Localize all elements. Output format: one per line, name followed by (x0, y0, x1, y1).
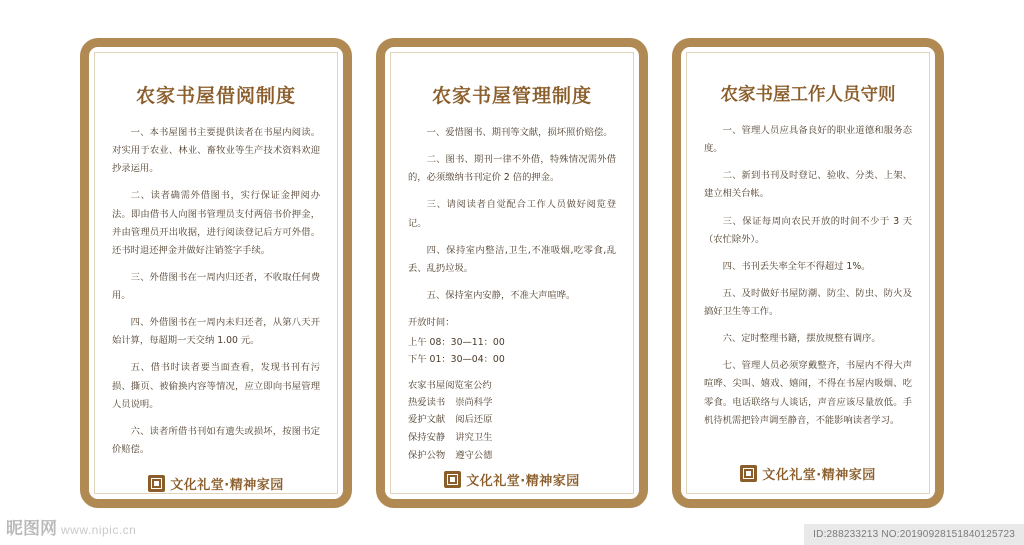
pledge-line (408, 394, 616, 412)
pledge-item: 遵守公德 (455, 449, 493, 461)
board-borrowing-rules (80, 38, 352, 508)
rule-paragraph: 三、请阅读者自觉配合工作人员做好阅览登记。 (408, 199, 616, 229)
pledge-line (408, 447, 616, 465)
hours-morning: 上午 08：30—11：00 (408, 337, 505, 349)
footer-label: 文化礼堂·精神家园 (762, 468, 876, 483)
rule-paragraph: 五、保持室内安静，不准大声喧哗。 (426, 289, 576, 301)
rule-paragraph: 一、管理人员应具备良好的职业道德和服务态度。 (704, 125, 912, 155)
rule-paragraph: 四、书刊丢失率全年不得超过 1%。 (722, 260, 871, 272)
rule-paragraph: 二、图书、期刊一律不外借，特殊情况需外借的，必须缴纳书刊定价 2 倍的押金。 (408, 154, 616, 184)
board-inner (94, 52, 338, 494)
pledge-title: 农家书屋阅览室公约 (408, 379, 492, 391)
rule-paragraph: 三、保证每周向农民开放的时间不少于 3 天（农忙除外）。 (704, 215, 912, 245)
pledge-item: 崇尚科学 (455, 396, 493, 408)
page-title: 农家书屋工作人员守则 (720, 85, 896, 105)
pledge-item: 保护公物 (408, 449, 446, 461)
watermark-brand: 昵图网 (6, 519, 57, 539)
pledge-item: 阅后还原 (455, 414, 493, 426)
watermark-url: www.nipic.cn (61, 523, 137, 537)
pledge-line (408, 429, 616, 447)
pledge-item: 爱护文献 (408, 414, 446, 426)
board-body (704, 122, 912, 458)
seal-logo-icon (148, 475, 165, 492)
rule-paragraph: 五、借书时读者要当面查看，发现书刊有污损、撕页、被偷换内容等情况，应立即向书屋管理人员说明。 (112, 362, 320, 410)
pledge-item: 保持安静 (408, 432, 446, 443)
board-footer (408, 464, 616, 489)
rule-paragraph: 七、管理人员必须穿戴整齐，书屋内不得大声喧哗、尖叫、嬉戏、嬉闹，不得在书屋内吸烟、吃零食。电话联络与人谈话，声音应该尽量放低。手机待机需把铃声调至静音，不能影响读者学习。 (704, 360, 912, 426)
reading-room-pledge (408, 377, 616, 465)
board-body (408, 124, 616, 464)
footer-label: 文化礼堂·精神家园 (170, 478, 284, 493)
pledge-item: 讲究卫生 (455, 432, 493, 443)
site-watermark (6, 514, 136, 539)
board-management-rules (376, 38, 648, 508)
hours-afternoon: 下午 01：30—04：00 (408, 354, 505, 366)
rule-paragraph: 一、爱惜图书、期刊等文献，损坏照价赔偿。 (426, 127, 613, 138)
page-title: 农家书屋管理制度 (431, 85, 592, 107)
seal-logo-icon (740, 465, 757, 482)
pledge-line (408, 411, 616, 429)
board-staff-code (672, 38, 944, 508)
board-footer (704, 458, 912, 483)
rule-paragraph: 四、外借图书在一周内未归还者，从第八天开始计算，每超期一天交纳 1.00 元。 (112, 317, 320, 347)
board-inner (390, 52, 634, 494)
rule-paragraph: 六、读者所借书刊如有遗失或损坏，按图书定价赔偿。 (112, 425, 320, 455)
board-footer (112, 468, 320, 493)
rule-paragraph: 六、定时整理书籍，摆放规整有调序。 (722, 333, 881, 345)
pledge-item: 热爱读书 (408, 396, 446, 408)
board-inner (686, 52, 930, 494)
footer-label: 文化礼堂·精神家园 (466, 474, 580, 490)
rule-paragraph: 一、本书屋图书主要提供读者在书屋内阅读。对实用于农业、林业、畜牧业等生产技术资料欢迎抄录运用。 (112, 127, 320, 175)
board-body (112, 124, 320, 468)
rule-paragraph: 四、保持室内整洁,卫生,不准吸烟,吃零食,乱丢、乱扔垃圾。 (408, 244, 616, 274)
asset-id-bar: ID:288233213 NO:20190928151840125723 (804, 524, 1024, 545)
rule-paragraph: 三、外借图书在一周内归还者，不收取任何费用。 (112, 271, 320, 301)
seal-logo-icon (444, 471, 461, 488)
page-title: 农家书屋借阅制度 (135, 85, 296, 107)
rule-paragraph: 二、读者确需外借图书，实行保证金押阅办法。即由借书人向图书管理员支付两倍书价押金，并由管理员开出收据，进行阅读登记后方可外借。还书时退还押金并做好注销签字手续。 (112, 190, 320, 256)
hours-title: 开放时间： (408, 317, 455, 328)
rule-paragraph: 二、新到书刊及时登记、验收、分类、上架、建立相关台帐。 (704, 170, 912, 200)
rule-paragraph: 五、及时做好书屋防潮、防尘、防虫、防火及搞好卫生等工作。 (704, 287, 912, 317)
